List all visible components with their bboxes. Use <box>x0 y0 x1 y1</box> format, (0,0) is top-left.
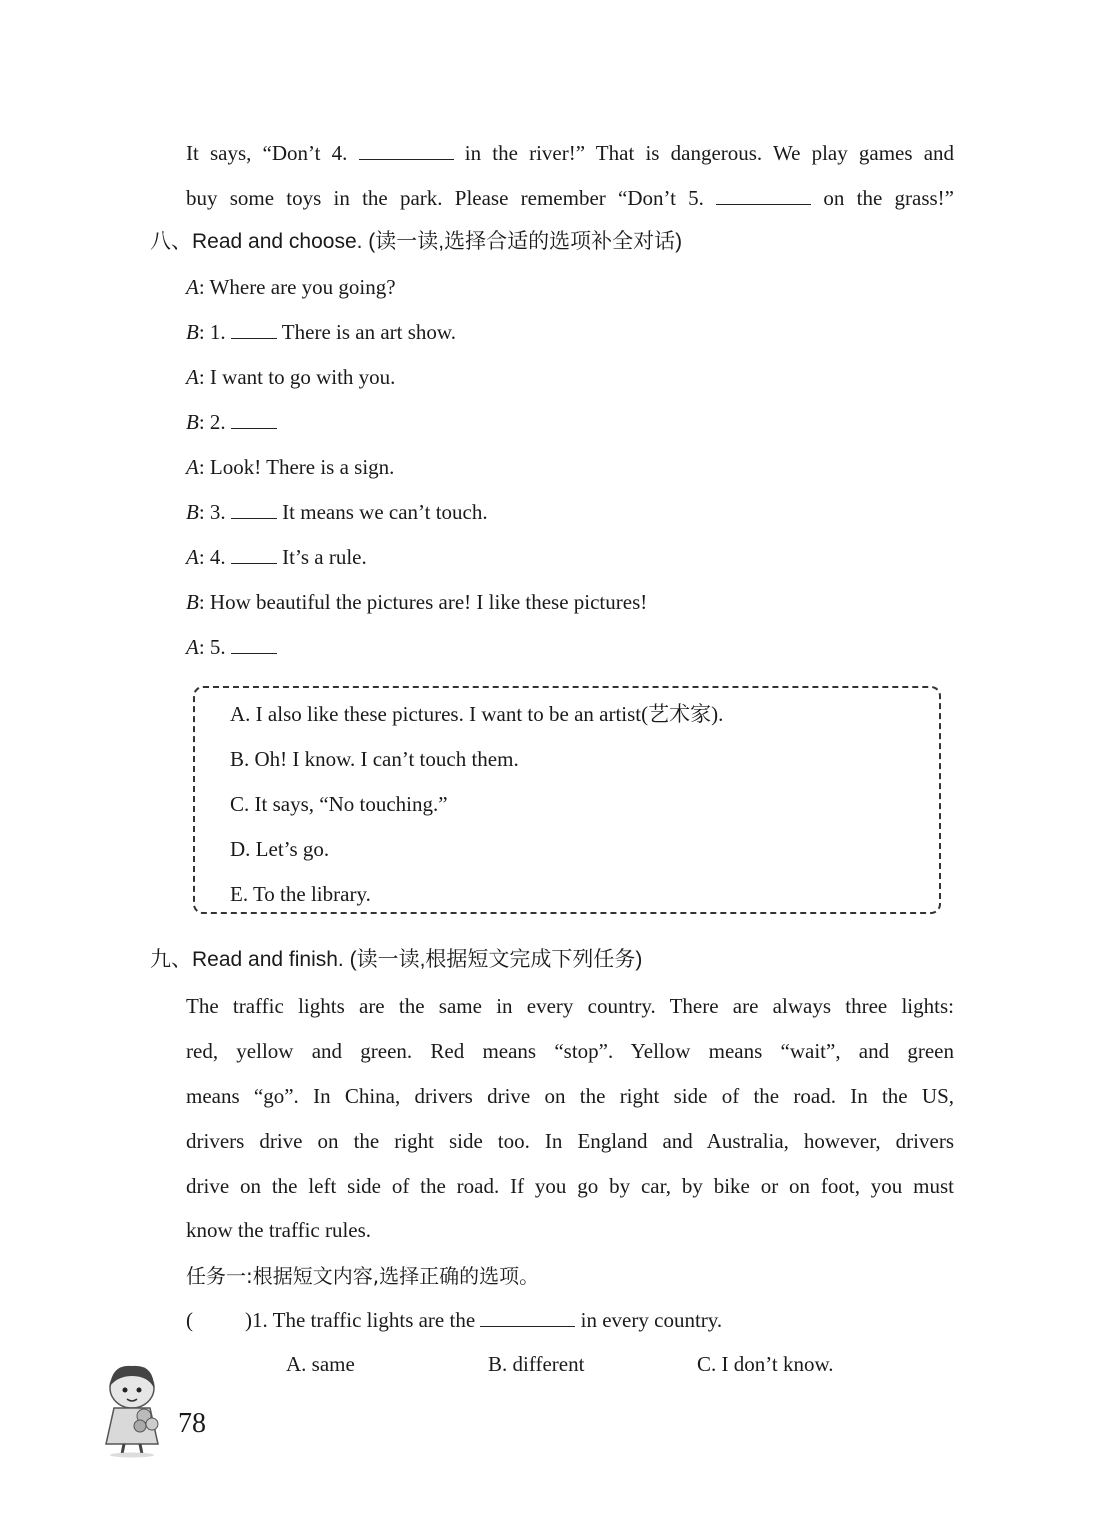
speaker-sep: : <box>198 275 205 299</box>
answer-blank-5[interactable] <box>716 186 811 205</box>
speaker-label: B <box>186 500 199 524</box>
reading-line-1: The traffic lights are the same in every country. There are always three lights: <box>186 994 954 1018</box>
question-number: 2. <box>209 410 226 434</box>
answer-blank-4[interactable] <box>359 141 454 160</box>
dialogue-line-9 <box>186 633 277 661</box>
dialogue-line-6 <box>186 498 488 526</box>
page-number: 78 <box>178 1408 206 1439</box>
reading-line-2: red, yellow and green. Red means “stop”. Yellow means “wait”, and green <box>186 1039 954 1063</box>
speaker-label: A <box>186 365 199 389</box>
speaker-label: A <box>186 275 199 299</box>
text-segment: buy some toys in the park. Please remember “Don’t 5. <box>186 186 704 210</box>
speaker-sep: : <box>198 320 205 344</box>
speaker-sep: : <box>198 590 205 614</box>
dialogue-line-2 <box>186 318 456 346</box>
passage-line-1 <box>186 139 954 167</box>
dialogue-line-3 <box>186 363 395 391</box>
option-e: E. To the library. <box>230 882 371 906</box>
option-c: C. It says, “No touching.” <box>230 792 448 816</box>
question-number: 1. <box>252 1308 268 1332</box>
speaker-sep: : <box>198 455 205 479</box>
dialogue-text: It means we can’t touch. <box>282 500 488 524</box>
choice-c[interactable]: C. I don’t know. <box>697 1352 834 1376</box>
dialogue-line-4 <box>186 408 277 436</box>
section-9-title: 九、Read and finish. (读一读,根据短文完成下列任务) <box>150 948 643 971</box>
dialogue-blank-3[interactable] <box>231 500 277 519</box>
speaker-sep: : <box>198 410 205 434</box>
reading-line-6: know the traffic rules. <box>186 1218 372 1242</box>
question-text: in every country. <box>580 1308 723 1332</box>
question-number: 4. <box>209 545 226 569</box>
speaker-label: A <box>186 635 199 659</box>
dialogue-line-8 <box>186 588 647 616</box>
dialogue-line-5 <box>186 453 394 481</box>
question-number: 1. <box>209 320 226 344</box>
question-text: The traffic lights are the <box>272 1308 476 1332</box>
speaker-label: B <box>186 590 199 614</box>
option-b: B. Oh! I know. I can’t touch them. <box>230 747 519 771</box>
reading-line-4: drivers drive on the right side too. In England and Australia, however, drivers <box>186 1129 954 1153</box>
speaker-label: B <box>186 320 199 344</box>
text-segment: on the grass!” <box>823 186 954 210</box>
dialogue-line-1 <box>186 273 396 301</box>
choice-b[interactable]: B. different <box>488 1352 585 1376</box>
question-number: 5. <box>209 635 226 659</box>
dialogue-text: Where are you going? <box>209 275 396 299</box>
speaker-sep: : <box>198 365 205 389</box>
speaker-label: B <box>186 410 199 434</box>
speaker-sep: : <box>198 545 205 569</box>
dialogue-line-7 <box>186 543 367 571</box>
speaker-sep: : <box>198 500 205 524</box>
dialogue-blank-4[interactable] <box>231 545 277 564</box>
speaker-label: A <box>186 545 199 569</box>
section-8-title: 八、Read and choose. (读一读,选择合适的选项补全对话) <box>150 230 683 253</box>
question-blank[interactable] <box>480 1308 575 1327</box>
dialogue-text: Look! There is a sign. <box>209 455 395 479</box>
text-segment: It says, “Don’t 4. <box>186 141 348 165</box>
girl-mascot-icon <box>92 1358 172 1458</box>
reading-line-5: drive on the left side of the road. If you go by car, by bike or on foot, you must <box>186 1174 954 1198</box>
option-a: A. I also like these pictures. I want to be an artist(艺术家). <box>230 702 724 726</box>
passage-line-2 <box>186 184 954 212</box>
choice-a[interactable]: A. same <box>286 1352 355 1376</box>
text-segment: in the river!” That is dangerous. We play games and <box>464 141 955 165</box>
dialogue-text: How beautiful the pictures are! I like these pictures! <box>209 590 648 614</box>
question-number: 3. <box>209 500 226 524</box>
dialogue-text: There is an art show. <box>281 320 456 344</box>
speaker-label: A <box>186 455 199 479</box>
dialogue-text: It’s a rule. <box>282 545 367 569</box>
answer-paren-open: ( <box>186 1308 193 1332</box>
dialogue-blank-1[interactable] <box>231 320 277 339</box>
answer-paren-close: ) <box>245 1308 252 1332</box>
option-d: D. Let’s go. <box>230 837 330 861</box>
reading-line-3: means “go”. In China, drivers drive on the right side of the road. In the US, <box>186 1084 954 1108</box>
task-1-title: 任务一:根据短文内容,选择正确的选项。 <box>186 1264 540 1288</box>
dialogue-blank-5[interactable] <box>231 635 277 654</box>
speaker-sep: : <box>198 635 205 659</box>
dialogue-blank-2[interactable] <box>231 410 277 429</box>
question-1 <box>186 1306 722 1334</box>
dialogue-text: I want to go with you. <box>209 365 396 389</box>
